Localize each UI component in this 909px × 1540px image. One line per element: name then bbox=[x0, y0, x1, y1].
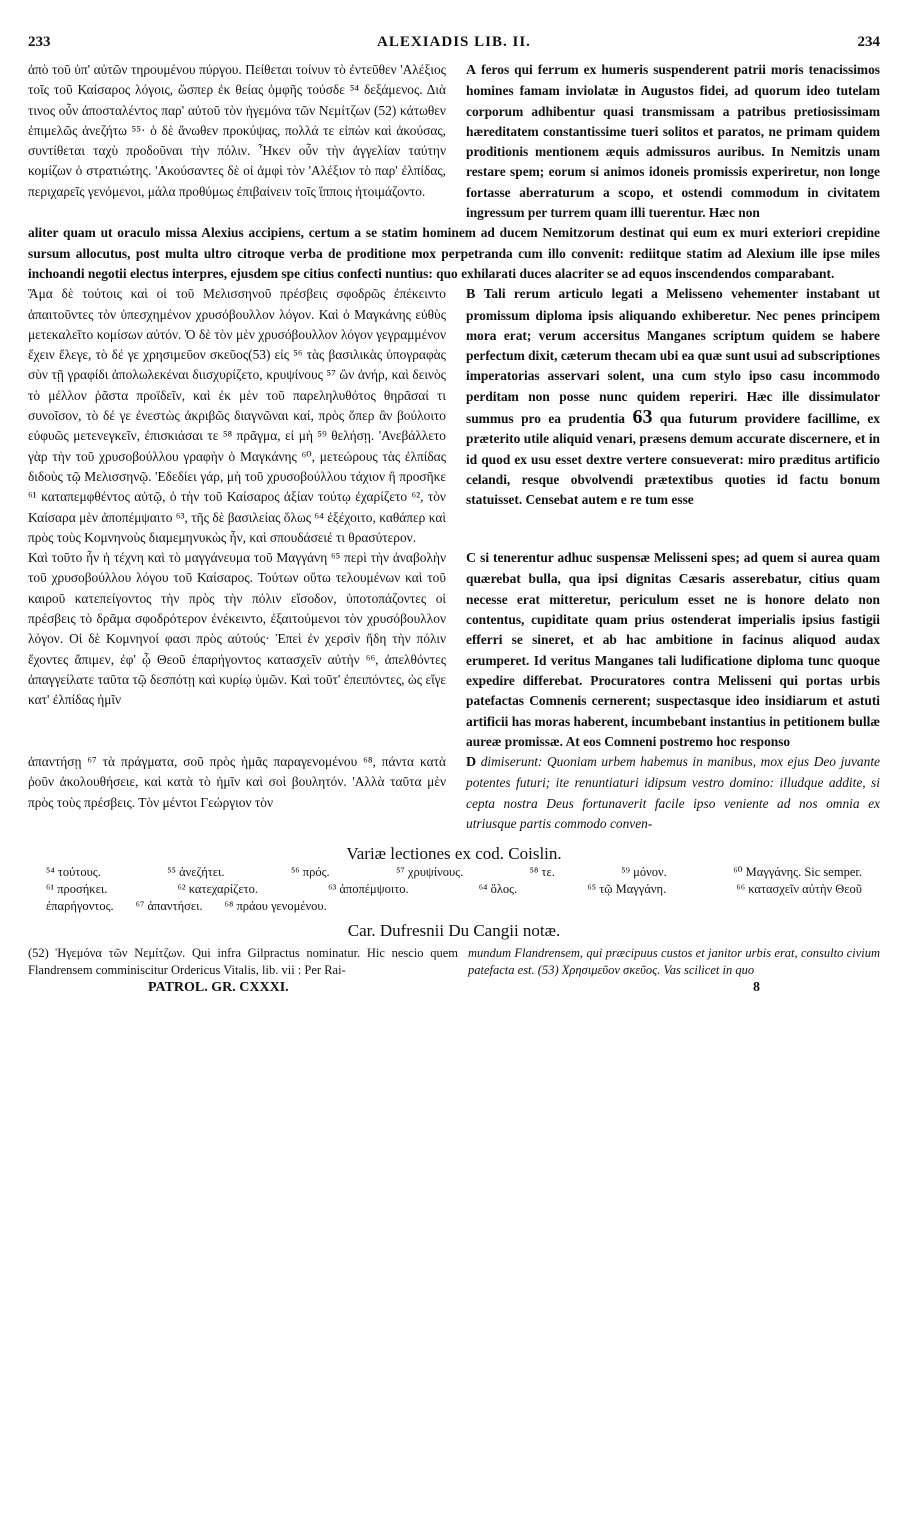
latin-text-a: feros qui ferrum ex humeris suspenderent patrii moris tenacissimos homines famam inviolatæ in Augustos fidei, ad quorum ideo tutelam corporum adhibentur quasi transmissam a patribus pretiosissimam hæreditatem constantissime tueri solitos et paratos, ne primam quidem proditionis mentionem æquis admissuros auribus. In Nemitzis unam restare spem; eorum si animos idoneis promissis experiretur, non longe fortasse aberraturum a scopo, et ostendi commodum in civitatem ingressum per turrem quam illi tuerentur. Hæc non bbox=[466, 62, 880, 221]
section-marker-b: B bbox=[466, 287, 476, 303]
variant: ⁶⁸ πράου γενομένου. bbox=[224, 899, 327, 914]
section-a bbox=[28, 60, 880, 223]
variae-heading: Variæ lectiones ex cod. Coislin. bbox=[346, 844, 562, 864]
variant: ⁵⁹ μόνον. bbox=[621, 865, 667, 880]
note-right: mundum Flandrensem, qui præcipuus custos et janitor urbis erat, consulto civium patefacta est. (53) Χρησιμεῦον σκεῦος. Vas scilicet in quo bbox=[468, 946, 880, 977]
variant: ⁵⁶ πρός. bbox=[290, 865, 330, 880]
latin-column-a bbox=[454, 60, 880, 223]
notae-heading: Car. Dufresnii Du Cangii notæ. bbox=[347, 921, 561, 941]
variae-row bbox=[28, 898, 880, 915]
greek-text-a: ἀπὸ τοῦ ὑπ' αὐτῶν τηρουμένου πύργου. Πείθεται τοίνυν τὸ ἐντεῦθεν 'Αλέξιος τοῖς τοῦ Καίσαρος λόγοις, ὥσπερ ἐκ θείας ὀμφῆς τούσδε ⁵⁴ δεξάμενος. Διὰ τινος οὖν ἀποσταλέντος παρ' αὐτοῦ τὸν ἡγεμόνα τῶν Νεμίτζων (52) κάτωθεν ἐπιμελῶς ἀνεζήτω ⁵⁵· ὁ δὲ ἄνωθεν προκύψας, πολλά τε εἰπὼν καὶ ἀκούσας, συντίθεται ταχὺ προδοῦναι τὴν πόλιν. Ἧκεν οὖν τὴν ἀγγελίαν ταύτην κομίζων ὁ στρατιώτης. 'Ακούσαντες δὲ οἱ ἀμφὶ τὸν 'Αλέξιον τὸ παρ' ἐλπίδας, περιχαρεῖς γενόμενοι, μάλα προθύμως ἐπιβαίνειν τοῖς ἵπποις ἡτοιμάζοντο. bbox=[28, 62, 446, 199]
variant: ⁵⁸ τε. bbox=[529, 865, 555, 880]
section-b bbox=[28, 284, 880, 548]
page-header bbox=[28, 34, 880, 60]
variant: ⁶⁷ ἀπαντήσει. bbox=[135, 899, 203, 914]
latin-column-b bbox=[454, 284, 880, 548]
variant: ⁵⁴ τούτους. bbox=[46, 865, 101, 880]
footer-signature: PATROL. GR. CXXXI. bbox=[148, 980, 289, 996]
variant: ⁵⁵ ἀνεζήτει. bbox=[167, 865, 225, 880]
page-number-left: 233 bbox=[28, 34, 51, 50]
greek-text-b: Ἅμα δὲ τούτοις καὶ οἱ τοῦ Μελισσηνοῦ πρέσβεις σφοδρῶς ἐπέκειντο ἀπαιτοῦντες τὸν ὑπεσχημένον χρυσόβουλλον λόγον. Καὶ ὁ Μαγκάνης εὐθὺς μετεκαλεῖτο κομίσων αὐτόν. Ὁ δὲ τὸν μὲν χρυσόβουλλον λόγον γεγραμμένον ἔχειν ἔλεγε, τὸ δέ γε χρησιμεῦον σκεῦος(53) εἰς ⁵⁶ τὰς βασιλικὰς ὑπογραφὰς σὺν τῇ γραφίδι ἀπολωλεκέναι διισχυρίζετο, κρυψίνους ⁵⁷ ὢν ἀνήρ, καὶ δεινὸς τὸ μέλλον ῥᾶστα προϊδεῖν, καὶ ἐκ μὲν τοῦ παρεληλυθότος θηρᾶσαί τι συνοῖσον, τὸ δέ γε ἐνεστὼς ἀκριβῶς διαγνῶναι καί, πρὸς ὅπερ ἂν βούλοιτο εὐφυῶς μετενεγκεῖν, ἐπισκιάσαι τε ⁵⁸ πρᾶγμα, εἰ μὴ ⁵⁹ θελήσῃ. 'Ανεβάλλετο γὰρ τὴν τοῦ χρυσοβούλλου γραφὴν ὁ Μαγκάνης ⁶⁰, μετεώρους τὰς ἐλπίδας διδοὺς τῷ Μελισσηνῷ. 'Εδεδίει γάρ, μὴ τοῦ χρυσοβούλλου τάχιον ἢ προσῆκε ⁶¹ καταπεμφθέντος αὐτῷ, ὁ τὴν τοῦ Καίσαρος ἀξίαν τούτῳ ἐχαρίζετο ⁶², τὸν Καίσαρα μὲν ἀποπέμψαιτο ⁶³, τῆς δὲ βασιλείας ὅλως ⁶⁴ ἐξέχοιτο, καθάπερ καὶ πρὸς τοὺς Κομνηνοὺς διαμεμηνυκὼς ἦν, καὶ σπουδάσειέ τι θρασύτερον. bbox=[28, 286, 446, 545]
page-number-right: 234 bbox=[857, 34, 880, 50]
variae-list bbox=[28, 864, 880, 915]
variant: ⁶¹ προσήκει. bbox=[46, 882, 108, 897]
page bbox=[28, 34, 880, 996]
section-marker-c: C bbox=[466, 551, 477, 567]
latin-column-c bbox=[454, 548, 880, 752]
running-title: ALEXIADIS LIB. II. bbox=[377, 34, 531, 50]
greek-column-c bbox=[28, 548, 454, 752]
section-marker-a: A bbox=[466, 63, 477, 78]
section-marker-d: D bbox=[466, 755, 477, 771]
variant: ⁶⁵ τῷ Μαγγάνη. bbox=[587, 882, 667, 897]
greek-text-d: ἀπαντήσῃ ⁶⁷ τὰ πράγματα, σοῦ πρὸς ἡμᾶς παραγενομένου ⁶⁸, πάντα κατὰ ῥοῦν ἀκολουθήσειε, καὶ κατὰ τὸ ἡμῖν καὶ σοὶ βουλητόν. 'Αλλὰ ταῦτα μὲν πρὸς τοὺς πρέσβεις. Τὸν μέντοι Γεώργιον τὸν bbox=[28, 754, 446, 810]
greek-column-b bbox=[28, 284, 454, 548]
variant: ⁶⁴ ὅλος. bbox=[478, 882, 518, 897]
variant: ⁶⁶ κατασχεῖν αὐτὴν Θεοῦ bbox=[736, 882, 862, 897]
variant: ⁶² κατεχαρίζετο. bbox=[177, 882, 258, 897]
greek-column-d bbox=[28, 752, 454, 834]
variant: ἐπαρήγοντος. bbox=[46, 899, 114, 914]
notae bbox=[28, 945, 880, 978]
page-footer bbox=[28, 978, 880, 996]
latin-text-b-pre: Tali rerum articulo legati a Melisseno vehementer instabant ut promissum diploma ipsis aliquando exhiberetur. Nec penes principem mora erat; verum accersitus Manganes scriptum quidem se habere perfectum dixit, cæterum thecam ubi ea quæ sunt usui ad subscriptiones imperatorias asservari solent, una cum stylo ipso casu incommodo perditam non posse nunc quidem reperiri. Hæc ille dissimulator summus pro ea prudentia bbox=[466, 286, 881, 427]
margin-page-number: 63 bbox=[632, 406, 653, 429]
full-width-latin: aliter quam ut oraculo missa Alexius accipiens, certum a se statim hominem ad ducem Nemitzorum destinat qui eum ex muri exteriori crepidine sursum allocutus, post multa ultro citroque verba de proditione mox perpetranda cum illo convenit: rediitque statim ad Alexium ille ipse miles inchoandi negotii electus interpres, ejusdem spe citius confecti nuntius: quo exhilarati duces alacriter se ad equos inscendendos comparabant. bbox=[28, 225, 880, 281]
latin-text-d: dimiserunt: Quoniam urbem habemus in manibus, mox ejus Deo juvante potentes futuri; ite renuntiaturi idipsum vestro domino: illudque addite, si cepta nostra Deus fortunaverit facile ipso veniente ad nos omnia ex utriusque partis commodo conven- bbox=[466, 754, 880, 831]
latin-text-c: si tenerentur adhuc suspensæ Melisseni spes; ad quem si aurea quam quærebat bulla, qua ipsi dignitas Cæsaris asserebatur, citius quam necesse erat mitteretur, periculum esset ne is honore delato non contentus, cupiditate quam prius ostenderat imperialis ipsius fastigii efferri se sineret, et ab hac ambitione in facinus aliquod audax erumperet. Id veritus Manganes tali ludificatione diploma tunc quoque expedire differebat. Procuratores contra Melisseni qui portas urbis patefactas Comnenis cernerent; suspectasque ideo insidiarum et astuti artificii has moras haberent, incumbebant instantius in petitionem bullæ aureæ promissæ. At eos Comneni postremo hoc responso bbox=[466, 550, 880, 749]
greek-text-c: Καὶ τοῦτο ἦν ἡ τέχνη καὶ τὸ μαγγάνευμα τοῦ Μαγγάνη ⁶⁵ περὶ τὴν ἀναβολὴν τοῦ χρυσοβούλλου λόγου τοῦ Καίσαρος. Τούτων οὕτω τελουμένων καὶ τοῦ καιροῦ κατεπείγοντος τὴν πρὸς τὴν πόλιν εἴσοδον, ὑποτοπάζοντες οἱ πρέσβεις τὸ δρᾶμα σφοδρότερον ἐνέκειντο, ἐξαιτούμενοι τὸν χρυσόβουλλον λόγον. Οἱ δὲ Κομνηνοί φασι πρὸς αὐτούς· Ἐπεὶ ἐν χερσὶν ἤδη τὴν πόλιν ἔχοντες ἄπιμεν, ἐφ' ᾧ Θεοῦ ἐπαρήγοντος κατασχεῖν αὐτὴν ⁶⁶, ἀπελθόντες ἀπαγγείλατε ταῦτα τῷ δεσπότῃ καὶ κυρίῳ ὑμῶν. Καὶ τοῦτ' ἐπειπόντες, ὡς εἴγε κατ' ἐλπίδας ἡμῖν bbox=[28, 550, 446, 708]
variant: ⁵⁷ χρυψίνους. bbox=[396, 865, 464, 880]
section-d bbox=[28, 752, 880, 834]
footer-sheet-number: 8 bbox=[753, 980, 760, 996]
variant: ⁶⁰ Μαγγάνης. Sic semper. bbox=[733, 865, 862, 880]
section-c bbox=[28, 548, 880, 752]
latin-column-d bbox=[454, 752, 880, 834]
variae-row bbox=[28, 864, 880, 881]
variae-row bbox=[28, 881, 880, 898]
note-left: (52) Ἡγεμόνα τῶν Νεμίτζων. Qui infra Gilpractus nominatur. Hic nescio quem Flandrensem comminiscitur Ordericus Vitalis, lib. vii : Per Rai- bbox=[28, 946, 458, 977]
latin-text-b-post: qua futurum providere facillime, ex præterito utile aliquid venari, præsens demum accurate discernere, et in id quod ex usu esset dextre vertere consueverat: miro præditus artificio celandi, resque obvolvendi prætextibus quoties id factu bonum statuisset. Censebat autem e re tum esse bbox=[466, 411, 880, 508]
greek-column-a bbox=[28, 60, 454, 223]
variant: ⁶³ ἀποπέμψοιτο. bbox=[328, 882, 409, 897]
